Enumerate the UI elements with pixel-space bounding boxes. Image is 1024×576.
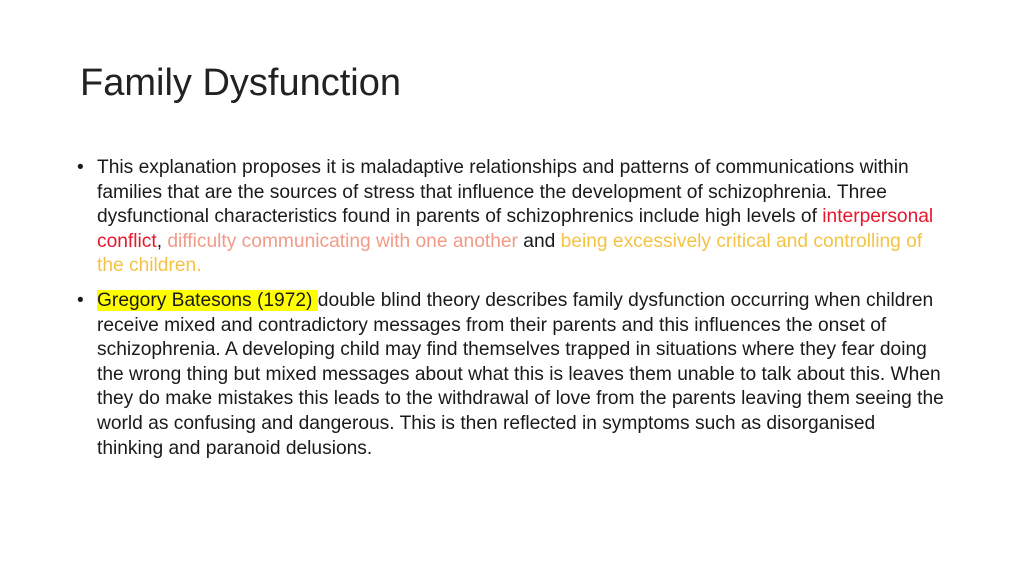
term-excessively-critical: being excessively critical and controlling of the children. bbox=[97, 230, 923, 277]
bullet-marker: • bbox=[77, 157, 84, 178]
slide-title: Family Dysfunction bbox=[80, 62, 401, 104]
bullet-text: double blind theory describes family dysfunction occurring when children receive mixed and contradictory messages from their parents and this influences the onset of schizophrenia. A developing child may find themselves trapped in situations where they fear doing the wrong thing but mixed messages about what this is leaves them unable to talk about this. When they do make mistakes this leads to the withdrawal of love from the parents leaving them seeing the world as confusing and dangerous. This is then reflected in symptoms such as disorganised thinking and paranoid delusions. bbox=[97, 289, 944, 459]
bullet-item-explanation bbox=[75, 156, 945, 279]
bullet-text: This explanation proposes it is maladaptive relationships and patterns of communications within families that are the sources of stress that influence the development of schizophrenia. Three dysfunctional characteristics found in parents of schizophrenics include high levels of bbox=[97, 157, 909, 228]
bullet-list bbox=[75, 156, 945, 471]
highlighted-citation: Gregory Batesons (1972) bbox=[97, 289, 318, 311]
term-interpersonal-conflict: interpersonal conflict bbox=[97, 206, 934, 252]
separator-text: and bbox=[517, 230, 561, 252]
bullet-item-double-bind bbox=[75, 289, 945, 461]
bullet-marker: • bbox=[77, 289, 84, 311]
separator-text: , bbox=[156, 230, 168, 252]
term-difficulty-communicating: difficulty communicating with one another bbox=[167, 230, 518, 252]
